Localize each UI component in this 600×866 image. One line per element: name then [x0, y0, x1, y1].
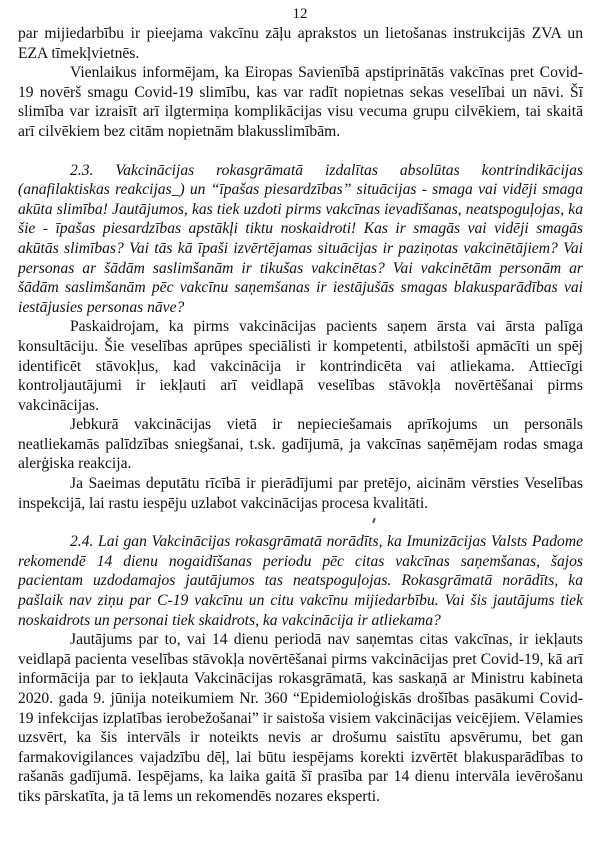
- answer-2-3-inspection: Ja Saeimas deputātu rīcībā ir pierādījumi par pretējo, aicinām vērsties Veselības inspekcijā, lai rastu iespēju uzlabot vakcinācijas procesa kvalitāti.: [18, 475, 583, 512]
- paragraph-continuation: par mijiedarbību ir pieejama vakcīnu zāļu aprakstos un lietošanas instrukcijās ZVA un EZA tīmekļvietnēs.: [18, 25, 583, 62]
- question-2-3: 2.3. Vakcinācijas rokasgrāmatā izdalītas absolūtas kontrindikācijas (anafilaktiskas reakcijas_) un “īpašas piesardzības” situācijas - smaga vai vidēji smaga akūta slimība! Jautājumos, kas tiek uzdoti pirms vakcīnas ievadīšanas, neatspoguļojas, ka šie - īpašas piesardzības apstākļi tiktu noskaidroti! Kas ir smagās vai vidēji smagās akūtās slimības? Vai tās kā īpaši izvērtējamas situācijas ir paziņotas vakcinētājiem? Vai personas ar šādām saslimšanām ir tikušas vakcinētas? Vai vakcinētām personām ar šādām saslimšanām pēc vakcīnu saņemšanas ir iestājušās smagas blakusparādības vai iestājusies personas nāve?: [18, 161, 583, 316]
- paragraph-covid-info: Vienlaikus informējam, ka Eiropas Savienībā apstiprinātās vakcīnas pret Covid-19 novērš smagu Covid-19 slimību, kas var radīt nopietnas sekas veselībai un nāvi. Šī slimība var izraisīt arī ilgtermiņa komplikācijas visu vecuma grupu cilvēkiem, tai skaitā arī cilvēkiem bez citām nopietnām blakusslimībām.: [18, 64, 583, 140]
- page-number: 12: [292, 6, 308, 22]
- document-body: [18, 24, 583, 807]
- question-2-4: 2.4. Lai gan Vakcinācijas rokasgrāmatā norādīts, ka Imunizācijas Valsts Padome rekomendē 14 dienu nogaidīšanas periodu pēc citas vakcīnas saņemšanas, šajos pacientam uzdodamajos jautājumos tas neatspoguļojas. Rokasgrāmatā norādīts, ka pašlaik nav ziņu par C-19 vakcīnu un citu vakcīnu mijiedarbību. Vai šis jautājums tiek noskaidrots un personai tiek skaidrots, ka vakcinācija ir atliekama?: [18, 533, 583, 629]
- answer-2-3-equipment: Jebkurā vakcinācijas vietā ir nepieciešamais aprīkojums un personāls neatliekamās palīdzības sniegšanai, t.sk. gadījumā, ja vakcīnas saņēmējam rodas smaga alerģiska reakcija.: [18, 416, 583, 473]
- answer-2-4: Jautājums par to, vai 14 dienu periodā nav saņemtas citas vakcīnas, ir iekļauts veidlapā pacienta veselības stāvokļa novērtēšanai pirms vakcinācijas pret Covid-19, kā arī informācija par to iekļauta Vakcinācijas rokasgrāmatā, kas saskaņā ar Ministru kabineta 2020. gada 9. jūnija noteikumiem Nr. 360 “Epidemioloģiskās drošības pasākumi Covid-19 infekcijas izplatības ierobežošanai” ir saistoša visiem vakcinācijas veicējiem. Vēlamies uzsvērt, ka šis intervāls ir noteikts nevis ar drošumu saistītu apsvērumu, bet gan farmakovigilances vajadzību dēļ, lai būtu iespējams korekti izvērtēt blakusparādības to rašanās gadījumā. Iespējams, ka laika gaitā šī prasība par 14 dienu intervāla ievērošanu tiks pārskatīta, ja tā lems un rekomendēs nozares eksperti.: [18, 631, 583, 805]
- answer-2-3-consultation: Paskaidrojam, ka pirms vakcinācijas pacients saņem ārsta vai ārsta palīga konsultāciju. Šie veselības aprūpes speciālisti ir kompetenti, atbilstoši apmācīti un spēj identificēt stāvokļus, kad vakcinācija ir kontrindicēta vai atliekama. Attiecīgi kontroljautājumi ir iekļauti arī veidlapā veselības stāvokļa novērtēšanai pirms vakcinācijas.: [18, 318, 583, 414]
